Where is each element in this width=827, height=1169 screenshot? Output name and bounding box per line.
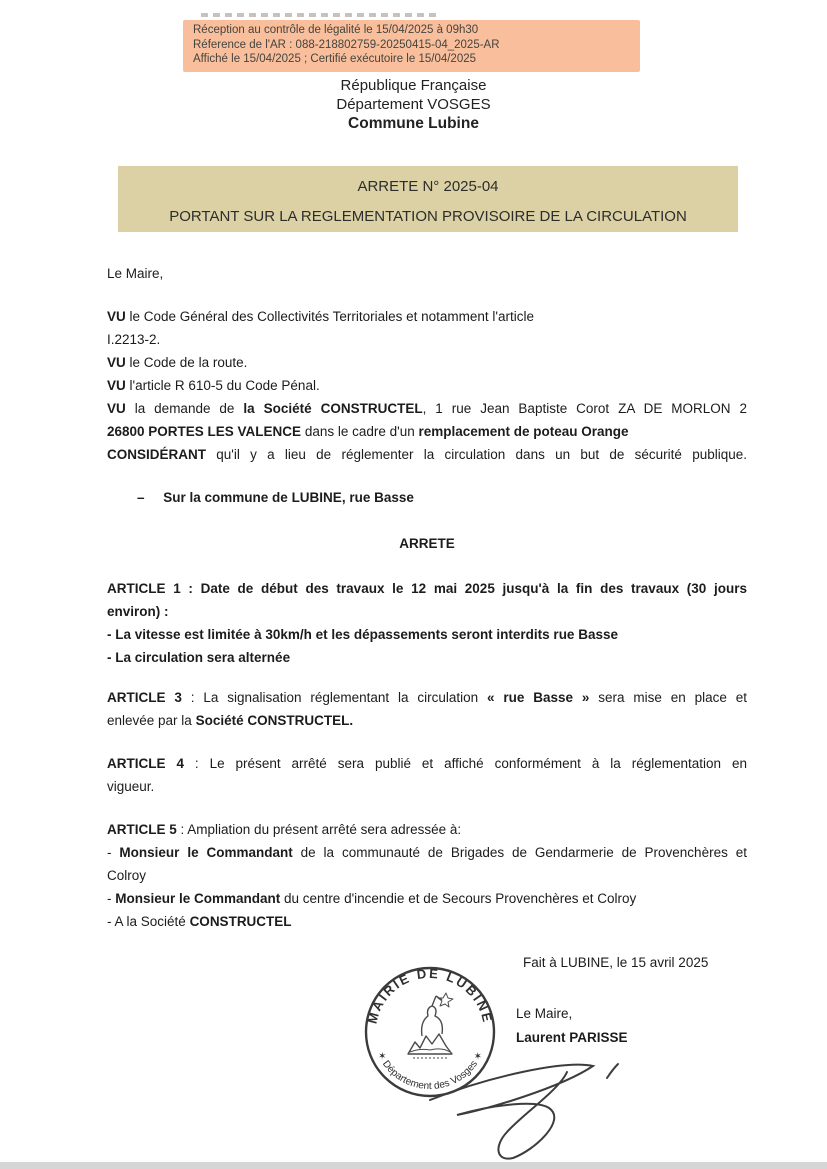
arrete-heading: ARRETE <box>399 536 455 551</box>
signature-icon <box>415 1048 665 1168</box>
paragraph-article-3 <box>107 686 747 732</box>
body-line: - Monsieur le Commandant de la communauté de Brigades de Gendarmerie de Provenchères et <box>107 845 747 860</box>
place-and-date: Fait à LUBINE, le 15 avril 2025 <box>523 955 709 970</box>
paragraph-article-5 <box>107 818 747 933</box>
body-line: ARTICLE 3 : La signalisation réglementant la circulation « rue Basse » sera mise en place et <box>107 690 747 705</box>
paragraph-article-4 <box>107 752 747 798</box>
signer-name: Laurent PARISSE <box>516 1030 628 1045</box>
header-republique: République Française <box>340 77 487 94</box>
body-line: - A la Société CONSTRUCTEL <box>107 914 292 929</box>
body-line: ARTICLE 4 : Le présent arrêté sera publié et affiché conformément à la réglementation en <box>107 756 747 771</box>
body-line: VU le Code Général des Collectivités Territoriales et notamment l'article <box>107 309 535 324</box>
body-line: 26800 PORTES LES VALENCE dans le cadre d'un remplacement de poteau Orange <box>107 424 629 439</box>
body-line: – Sur la commune de LUBINE, rue Basse <box>137 490 414 505</box>
body-line: I.2213-2. <box>107 332 161 347</box>
svg-text:MAIRIE DE LUBINE <box>365 966 496 1026</box>
signer-block <box>516 1002 628 1050</box>
title-banner <box>118 166 738 232</box>
header-departement: Département VOSGES <box>336 96 491 113</box>
body-line: vigueur. <box>107 779 155 794</box>
signer-title: Le Maire, <box>516 1006 573 1021</box>
seal-top-text: MAIRIE DE LUBINE <box>364 965 496 1026</box>
paragraph-commune-bullet <box>107 486 747 509</box>
stamp-line-affiche: Affiché le 15/04/2025 ; Certifié exécutoire le 15/04/2025 <box>193 53 477 65</box>
body-line: CONSIDÉRANT qu'il y a lieu de réglementer la circulation dans un but de sécurité publique. <box>107 447 747 462</box>
clipped-stamp-fragment <box>201 13 436 17</box>
body-line: ARTICLE 1 : Date de début des travaux le 12 mai 2025 jusqu'à la fin des travaux (30 jours <box>107 581 747 596</box>
arrete-number: ARRETE N° 2025-04 <box>357 178 499 195</box>
seal-bottom-text: ✶ Département des Vosges ✶ <box>374 1050 486 1093</box>
body-line: enlevée par la Société CONSTRUCTEL. <box>107 713 354 728</box>
arrete-subject: PORTANT SUR LA REGLEMENTATION PROVISOIRE DE LA CIRCULATION <box>169 208 687 225</box>
legality-stamp <box>183 20 640 72</box>
body-line: environ) : <box>107 604 169 619</box>
document-header <box>0 76 827 133</box>
body-line: VU la demande de la Société CONSTRUCTEL, 1 rue Jean Baptiste Corot ZA DE MORLON 2 <box>107 401 747 416</box>
body-line: Colroy <box>107 868 147 883</box>
paragraph-vu-considerant <box>107 305 747 466</box>
header-commune: Commune Lubine <box>348 115 479 132</box>
stamp-line-reception: Réception au contrôle de légalité le 15/04/2025 à 09h30 <box>193 24 479 36</box>
body-line: - La vitesse est limitée à 30km/h et les dépassements seront interdits rue Basse <box>107 627 618 642</box>
body-line: ARTICLE 5 : Ampliation du présent arrêté sera adressée à: <box>107 822 462 837</box>
stamp-line-reference: Réference de l'AR : 088-218802759-20250415-04_2025-AR <box>193 38 500 51</box>
paragraph-salutation: Le Maire, <box>107 266 164 281</box>
body-line: - La circulation sera alternée <box>107 650 291 665</box>
body-line: VU le Code de la route. <box>107 355 248 370</box>
body-line: - Monsieur le Commandant du centre d'incendie et de Secours Provenchères et Colroy <box>107 891 637 906</box>
paragraph-article-1 <box>107 577 747 669</box>
body-line: VU l'article R 610-5 du Code Pénal. <box>107 378 320 393</box>
scan-edge-artifact <box>0 1162 827 1169</box>
